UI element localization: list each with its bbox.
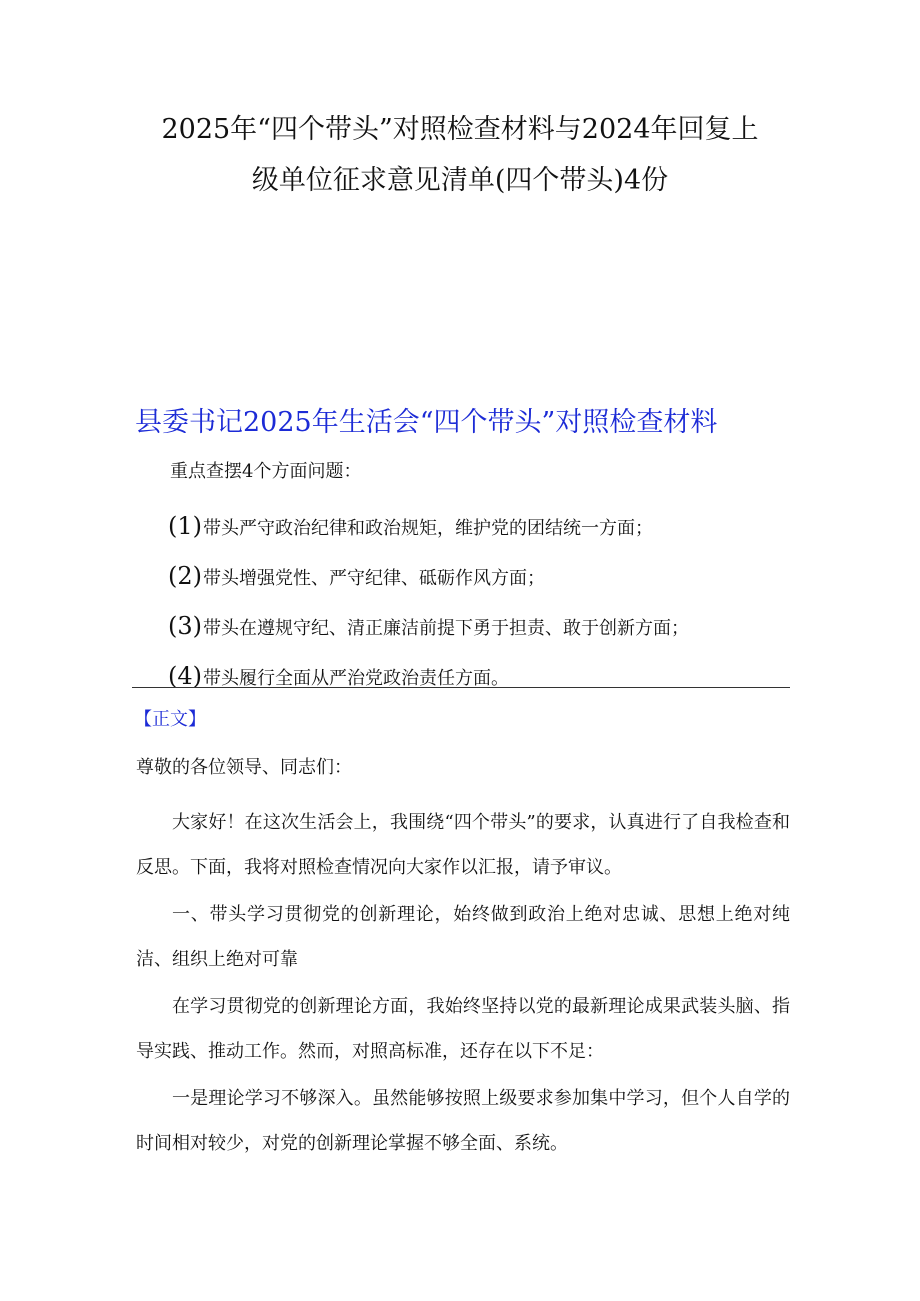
body-paragraph-3: 在学习贯彻党的创新理论方面，我始终坚持以党的最新理论成果武装头脑、指导实践、推动工作。然而，对照高标准，还存在以下不足： xyxy=(136,996,790,1062)
focus-item-number: (4) xyxy=(168,662,202,690)
focus-item-number: (1) xyxy=(168,512,202,540)
section-divider xyxy=(132,687,790,688)
document-title xyxy=(60,104,860,206)
focus-item-number: (2) xyxy=(168,562,202,590)
focus-item-text: 带头严守政治纪律和政治规矩，维护党的团结统一方面； xyxy=(203,518,653,539)
document-title-line-2: 级单位征求意见清单(四个带头)4份 xyxy=(251,165,669,196)
focus-item-text: 带头增强党性、严守纪律、砥砺作风方面； xyxy=(203,568,545,589)
body-paragraph-4: 一是理论学习不够深入。虽然能够按照上级要求参加集中学习，但个人自学的时间相对较少，对党的创新理论掌握不够全面、系统。 xyxy=(136,1088,790,1154)
section-title: 县委书记2025年生活会“四个带头”对照检查材料 xyxy=(135,407,718,438)
body-tag: 【正文】 xyxy=(134,709,206,730)
focus-item-3 xyxy=(168,604,689,654)
focus-intro: 重点查摆4个方面问题： xyxy=(170,461,362,482)
focus-item-text: 带头在遵规守纪、清正廉洁前提下勇于担责、敢于创新方面； xyxy=(203,618,689,639)
focus-item-number: (3) xyxy=(168,612,202,640)
focus-item-2 xyxy=(168,554,689,604)
focus-item-1 xyxy=(168,504,689,554)
body-paragraph-2: 一、带头学习贯彻党的创新理论，始终做到政治上绝对忠诚、思想上绝对纯洁、组织上绝对可靠 xyxy=(136,904,790,970)
body-paragraph-1: 大家好！在这次生活会上，我围绕“四个带头”的要求，认真进行了自我检查和反思。下面，我将对照检查情况向大家作以汇报，请予审议。 xyxy=(136,812,790,878)
document-title-line-1: 2025年“四个带头”对照检查材料与2024年回复上 xyxy=(161,114,759,145)
focus-item-4 xyxy=(168,654,689,704)
focus-item-text: 带头履行全面从严治党政治责任方面。 xyxy=(203,668,509,689)
focus-list xyxy=(168,504,689,704)
document-body xyxy=(136,800,790,1168)
salutation: 尊敬的各位领导、同志们： xyxy=(136,757,352,778)
